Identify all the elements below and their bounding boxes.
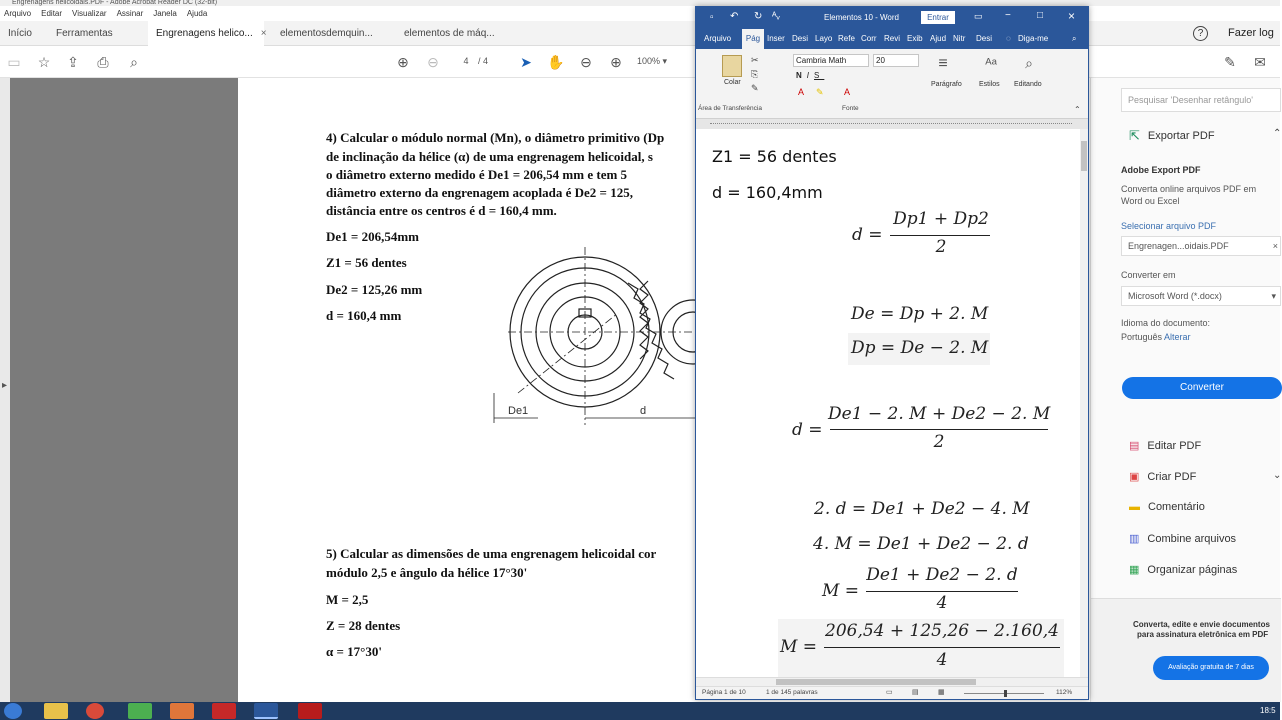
paragraph-label[interactable]: Parágrafo [931,81,962,88]
word-tab-correspondencias[interactable]: Corr [861,34,877,43]
word-tab-referencias[interactable]: Refe [838,34,855,43]
tab-elementosdemquin[interactable] [272,21,382,46]
font-group-label: Fonte [842,105,859,112]
tool-organizar[interactable] [1129,563,1237,576]
export-pdf-header[interactable] [1129,128,1215,144]
word-tab-nitro[interactable]: Nitr [953,34,966,43]
word-tab-pagina[interactable]: Pág [742,29,764,49]
given5-z: Z = 28 dentes [326,618,401,633]
collapse-ribbon-icon[interactable]: ⌃ [1074,105,1081,114]
media-player-icon[interactable] [170,703,194,719]
editing-icon[interactable]: ⌕ [1025,55,1033,71]
adobe-export-desc2: Word ou Excel [1121,196,1180,206]
clock: 18:5 [1260,706,1276,715]
paste-label[interactable]: Colar [724,79,741,86]
tool-comentario-label: Comentário [1148,501,1205,513]
eq2: De = Dp + 2. M [851,304,989,324]
tool-criar-pdf[interactable] [1129,470,1196,483]
menu-ajuda[interactable]: Ajuda [186,9,208,18]
zoom-value: 100% [637,56,661,66]
page-up-icon[interactable]: ⊕ [397,54,409,70]
page-number-input[interactable]: 4 [463,56,469,66]
word-ribbon [696,49,1088,119]
eq1-denominator: 2 [935,237,947,257]
eq1-lhs: d = [852,225,883,245]
paste-icon[interactable] [722,55,742,77]
editing-label[interactable]: Editando [1014,81,1042,88]
tool-organizar-label: Organizar páginas [1147,563,1238,576]
language-row [1121,332,1191,342]
word-window [695,6,1089,700]
word-share-icon[interactable]: ⌕ [1072,34,1077,43]
tab-ferramentas-label: Ferramentas [56,28,113,39]
combine-icon: ▥ [1129,533,1140,545]
help-icon[interactable]: ? [1193,26,1208,41]
acrobat-taskbar-icon[interactable] [212,703,236,719]
convert-button[interactable]: Converter [1122,377,1282,399]
sign-icon[interactable]: ✎ [1224,54,1236,70]
trial-button[interactable]: Avaliação gratuita de 7 dias [1153,656,1269,680]
eq1-fraction-bar [890,235,990,236]
tab-elementos-maq-label: elementos de máq... [404,28,495,39]
tool-combine[interactable] [1129,532,1236,545]
eq8-denominator: 4 [936,650,948,670]
page-down-icon[interactable]: ⊖ [427,54,439,70]
font-style-buttons[interactable]: NIS [796,71,825,80]
mail-icon[interactable]: ✉ [1254,54,1266,70]
language-label: Idioma do documento: [1121,318,1211,328]
problem4-line2: de inclinação da hélice (α) de uma engrenagem helicoidal, s [326,149,653,164]
convert-to-value: Microsoft Word (*.docx) [1128,291,1222,301]
format-icon[interactable]: ᴬᵥ [772,11,780,22]
text-color-icon[interactable]: A [844,87,851,97]
word-ruler [696,119,1088,129]
given4-d: d = 160,4 mm [326,308,402,323]
given5-alpha: α = 17°30' [326,644,382,659]
chevron-down-icon[interactable]: ⌄ [1273,470,1282,481]
tab-elementos-maq[interactable] [396,21,506,46]
clipboard-group-label: Área de Transferência [698,105,762,112]
tab-engrenagens[interactable] [148,21,267,46]
redo-icon[interactable]: ↻ [754,11,763,22]
gear-drawing [488,243,698,428]
select-file-label: Selecionar arquivo PDF [1121,221,1217,231]
problem4-line5: distância entre os centros é d = 160,4 mm. [326,203,557,218]
problem5-line2: módulo 2,5 e ângulo da hélice 17°30' [326,565,528,580]
upload-cloud-icon[interactable]: ⇪ [67,54,79,70]
edit-pdf-icon: ▤ [1129,440,1140,452]
given4-z1: Z1 = 56 dentes [326,255,407,270]
search-icon[interactable]: ⌕ [130,54,138,70]
word-tab-revisao[interactable]: Revi [884,34,901,43]
promo-line1: Converta, edite e envie documentos [1133,620,1270,629]
zoom-slider-thumb[interactable] [1004,690,1007,697]
word-login-button[interactable]: Entrar [921,11,955,24]
eq7-numerator: De1 + De2 − 2. d [866,565,1018,585]
menu-assinar[interactable]: Assinar [116,9,144,18]
word-taskbar-icon[interactable] [254,703,278,719]
problem5-line1: 5) Calcular as dimensões de uma engrenagem helicoidal cor [326,546,657,561]
word-tab-exibir[interactable]: Exib [907,34,923,43]
zoom-out-icon[interactable]: ⊖ [580,54,592,70]
adobe-export-title: Adobe Export PDF [1121,165,1201,175]
word-tab-layout[interactable]: Layo [815,34,833,43]
tool-criar-pdf-label: Criar PDF [1147,470,1197,483]
convert-to-label: Converter em [1121,270,1176,280]
eq4-numerator: De1 − 2. M + De2 − 2. M [828,404,1051,424]
comment-icon: ▬ [1129,501,1140,513]
given4-de1: De1 = 206,54mm [326,229,419,244]
font-color-icon[interactable]: A [798,87,805,97]
expand-left-icon[interactable]: ▸ [2,380,8,391]
status-zoom[interactable]: 112% [1056,689,1073,696]
star-icon[interactable]: ☆ [37,54,51,70]
word-ribbon-tabs [696,29,1088,49]
language-value: Português [1121,332,1163,342]
hand-tool-icon[interactable]: ✋ [547,54,565,70]
label-de1: De1 [508,405,529,417]
eq4-lhs: d = [792,420,823,440]
start-button-icon[interactable] [4,703,22,719]
problem4-line1: 4) Calcular o módulo normal (Mn), o diâmetro primitivo (Dp [326,130,665,145]
problem4-line3: o diâmetro externo medido é De1 = 206,54 mm e tem 5 [326,167,628,182]
tool-search-input[interactable]: Pesquisar 'Desenhar retângulo' [1121,88,1281,112]
eq3: Dp = De − 2. M [851,338,989,358]
word-tab-ajuda[interactable]: Ajud [930,34,947,43]
organize-icon: ▦ [1129,564,1140,576]
menu-visualizar[interactable]: Visualizar [72,9,107,18]
minimize-icon[interactable]: − [1005,10,1011,21]
maximize-icon[interactable]: □ [1037,10,1044,21]
tool-combine-label: Combine arquivos [1147,532,1237,545]
paragraph-icon[interactable]: ≡ [938,55,948,72]
given4-de2: De2 = 125,26 mm [326,282,423,297]
scroll-thumb[interactable] [1081,141,1087,171]
eq6: 4. M = De1 + De2 − 2. d [813,534,1029,554]
file-explorer-icon[interactable] [44,703,68,719]
status-words[interactable]: 1 de 145 palavras [766,689,818,696]
eq4-fraction-bar [830,429,1048,430]
word-tab-design[interactable]: Desi [792,34,809,43]
chrome-icon[interactable] [86,703,104,719]
tab-elementosdemquin-label: elementosdemquin... [280,28,373,39]
given5-m: M = 2,5 [326,592,369,607]
document-background [10,78,238,702]
ribbon-options-icon[interactable]: ▭ [974,11,983,21]
menu-editar[interactable]: Editar [41,9,63,18]
word-title: Elementos 10 - Word [824,13,899,22]
page-total: / 4 [478,56,489,66]
language-change-link[interactable]: Alterar [1164,332,1191,342]
read-mode-icon[interactable]: ▭ [886,689,893,696]
export-pdf-panel [1090,78,1280,702]
acrobat-title-bar: Engrenagens helicoidais.PDF - Adobe Acrobat Reader DC (32-bit) [0,0,1280,6]
styles-label[interactable]: Estilos [979,81,1000,88]
doc-d: d = 160,4mm [712,183,823,202]
word-horizontal-scrollbar[interactable] [696,677,1088,686]
styles-icon[interactable]: ᴬᵃ [985,55,997,71]
eq8-numerator: 206,54 + 125,26 − 2.160,4 [825,621,1059,641]
zoom-in-icon[interactable]: ⊕ [610,54,622,70]
print-icon[interactable]: ⎙ [97,54,109,70]
word-tab-desenhar[interactable]: Desi [976,34,993,43]
export-pdf-label: Exportar PDF [1147,130,1215,142]
word-tab-inserir[interactable]: Inser [767,34,785,43]
windows-taskbar [0,702,1280,720]
select-cursor-icon[interactable]: ➤ [520,54,532,70]
clear-file-icon[interactable]: × [1272,241,1278,251]
eq5: 2. d = De1 + De2 − 4. M [814,499,1030,519]
close-tab-icon[interactable]: × [260,28,267,39]
eq8-fraction-bar [824,647,1060,648]
convert-to-select[interactable] [1121,286,1281,306]
eq7-lhs: M = [822,581,860,601]
eq7-denominator: 4 [936,593,948,613]
word-save-icon[interactable]: ▫ [710,12,714,23]
solidworks-taskbar-icon[interactable] [298,703,322,719]
web-layout-icon[interactable]: ▦ [938,689,945,696]
login-link[interactable]: Fazer log [1228,27,1274,39]
format-painter-icon[interactable]: ✎ [751,83,759,93]
create-pdf-icon: ▣ [1129,471,1140,483]
eq7-fraction-bar [866,591,1018,592]
zoom-select[interactable]: 100% ▾ [637,56,668,66]
tab-inicio[interactable] [0,21,48,46]
label-d: d [640,405,647,417]
promo-line2: para assinatura eletrônica em PDF [1137,630,1269,639]
word-vertical-scrollbar[interactable] [1080,129,1088,677]
print-layout-icon[interactable]: ▤ [912,689,919,696]
h-scroll-thumb[interactable] [776,679,976,685]
app-green-icon[interactable] [128,703,152,719]
promo-box [1091,598,1281,702]
problem4-line4: diâmetro externo da engrenagem acoplada é De2 = 125, [326,185,633,200]
font-size-select[interactable]: 20 [873,54,919,67]
cut-icon[interactable]: ✂ [751,55,759,65]
adobe-export-desc1: Converta online arquivos PDF em [1121,184,1257,194]
eq8-lhs: M = [780,637,818,657]
font-name-select[interactable]: Cambria Math [793,54,869,67]
word-tell-me[interactable]: Diga-me [1018,34,1049,43]
word-close-icon[interactable]: × [1068,9,1076,23]
eq4-denominator: 2 [933,432,945,452]
tool-comentario[interactable] [1129,501,1205,513]
save-icon[interactable]: ▭ [7,54,21,70]
eq1-numerator: Dp1 + Dp2 [893,209,989,229]
tab-engrenagens-label: Engrenagens helico... [156,28,253,39]
doc-z1: Z1 = 56 dentes [712,147,837,166]
selected-file-field[interactable] [1121,236,1281,256]
word-status-bar [696,686,1088,699]
tab-ferramentas[interactable] [48,21,138,46]
menu-arquivo[interactable]: Arquivo [4,9,32,18]
word-tab-arquivo[interactable]: Arquivo [704,34,732,43]
tool-editar-pdf-label: Editar PDF [1147,439,1202,452]
word-document [696,129,1080,677]
tool-editar-pdf[interactable] [1129,439,1201,452]
pdf-page [238,78,698,702]
copy-icon[interactable]: ⎘ [751,69,759,79]
word-title-bar [696,7,1088,29]
lightbulb-icon: ◌ [1006,34,1011,43]
ruler-ticks [710,123,1072,124]
undo-icon[interactable]: ↶ [730,11,739,22]
dropdown-chevron-icon: ▾ [1271,291,1276,301]
highlight-icon[interactable]: ✎ [816,87,824,97]
menu-janela[interactable]: Janela [153,9,177,18]
chevron-up-icon[interactable]: ⌃ [1273,128,1282,139]
export-pdf-icon: ⇱ [1129,128,1140,143]
status-page[interactable]: Página 1 de 10 [702,689,746,696]
selected-file-name: Engrenagen...oidais.PDF [1128,241,1229,251]
tab-inicio-label: Início [8,28,32,39]
